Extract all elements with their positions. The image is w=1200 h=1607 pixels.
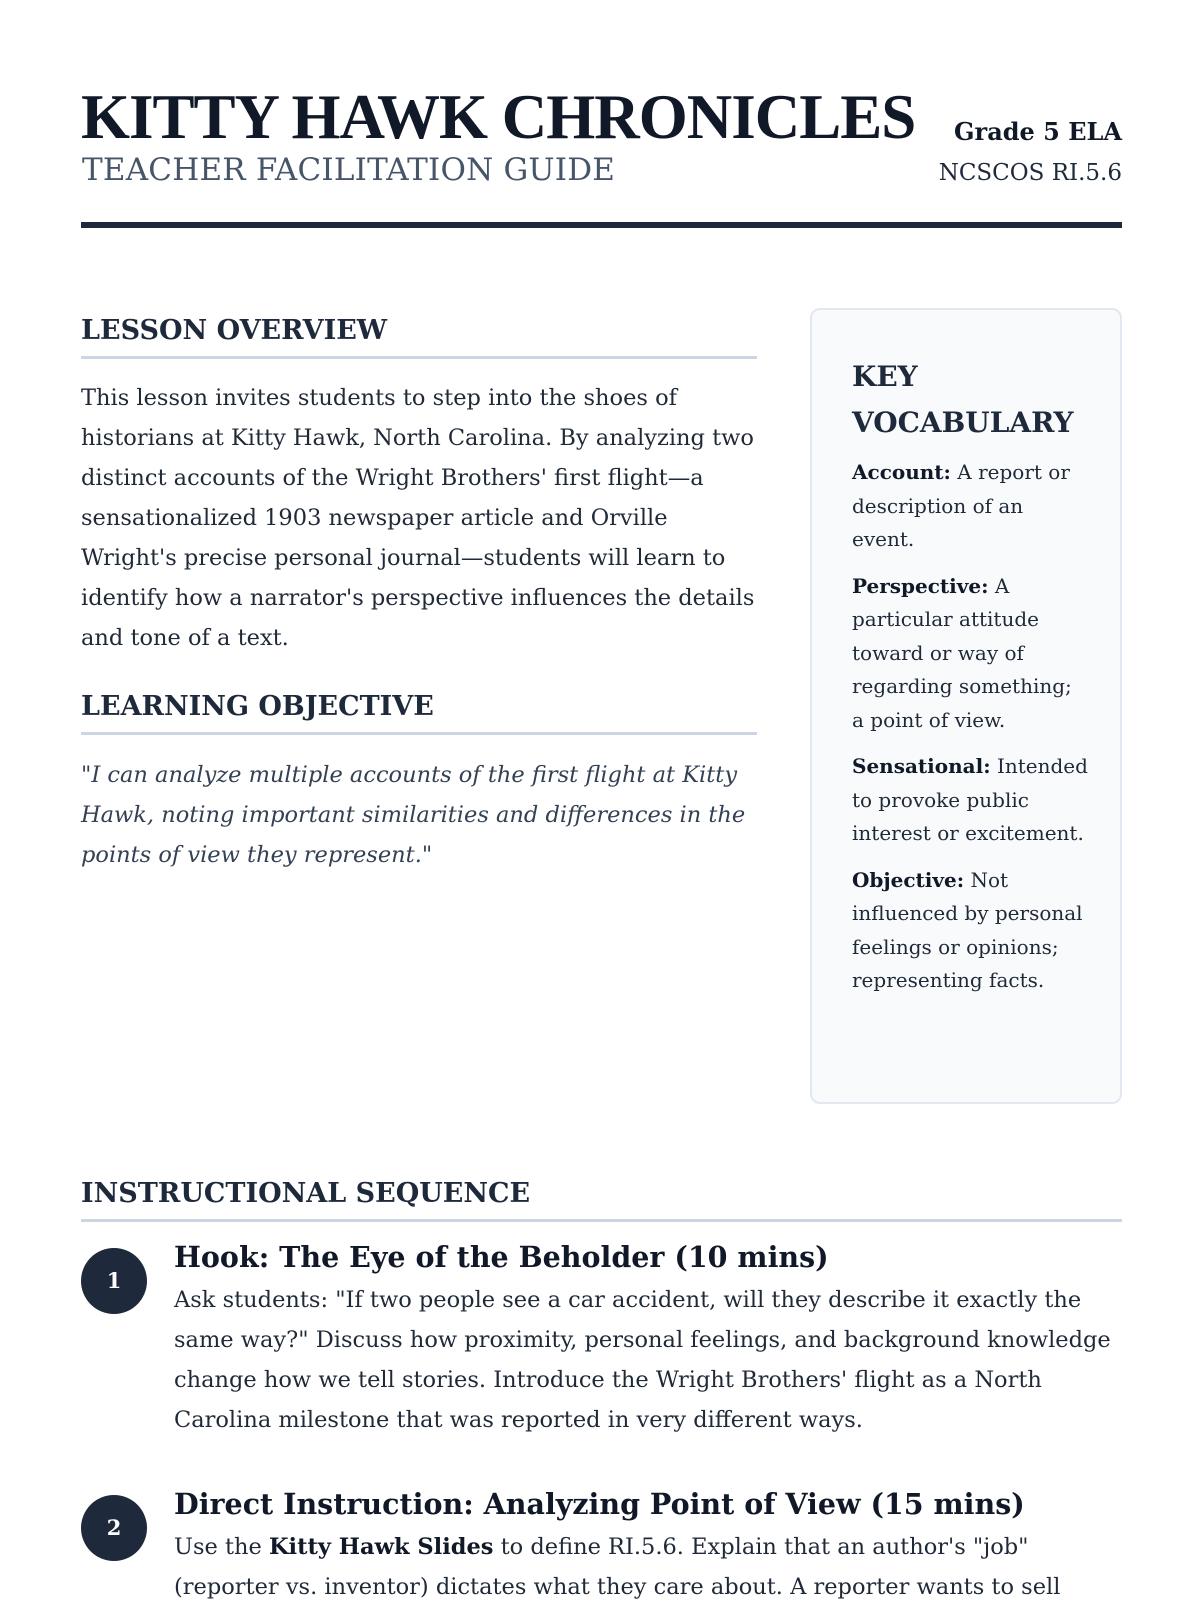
vocab-definition: A particular attitude toward or way of regarding something; a point of view.: [852, 573, 1072, 732]
step-description: [174, 1527, 1122, 1607]
learning-objective-heading: LEARNING OBJECTIVE: [81, 689, 757, 735]
step-number-badge: 1: [81, 1248, 147, 1314]
step-text: to define RI.5.6. Explain that an author's "job" (reporter vs. inventor) dictates what they care about. A reporter wants to sell: [174, 1534, 1061, 1600]
vocab-item-objective: [852, 864, 1088, 998]
step-number-badge: 2: [81, 1495, 147, 1561]
learning-objective-quote: "I can analyze multiple accounts of the first flight at Kitty Hawk, noting important similarities and differences in the points of view they represent.": [81, 762, 746, 868]
grade-label: Grade 5 ELA: [954, 117, 1122, 146]
key-vocabulary-heading: KEY VOCABULARY: [852, 360, 1074, 439]
vocab-term: Account:: [852, 460, 951, 484]
document-title: KITTY HAWK CHRONICLES: [81, 82, 916, 152]
step-title: Direct Instruction: Analyzing Point of View (15 mins): [174, 1487, 1025, 1521]
kitty-hawk-slides-reference: Kitty Hawk Slides: [268, 1534, 494, 1560]
lesson-overview-heading: LESSON OVERVIEW: [81, 313, 757, 359]
vocab-item-sensational: [852, 750, 1088, 851]
vocab-definition: Not influenced by personal feelings or opinions; representing facts.: [852, 867, 1083, 992]
document-header: [81, 82, 1122, 228]
vocab-definition: Intended to provoke public interest or excitement.: [852, 754, 1088, 845]
vocab-item-perspective: [852, 570, 1088, 738]
instructional-sequence-heading: INSTRUCTIONAL SEQUENCE: [81, 1176, 1122, 1222]
step-title: Hook: The Eye of the Beholder (10 mins): [174, 1240, 829, 1274]
vocab-term: Perspective:: [852, 573, 989, 598]
step-text: Use the: [174, 1534, 269, 1560]
vocab-term: Sensational:: [852, 754, 991, 778]
vocabulary-list: [852, 456, 1088, 1011]
step-description: Ask students: "If two people see a car accident, will they describe it exactly the same way?" Discuss how proximity, personal feelings, and background knowledge change how we tell stories. Introduce the Wright Brothers' flight as a North Carolina milestone that was reported in very different ways.: [174, 1287, 1111, 1433]
standard-code: NCSCOS RI.5.6: [938, 160, 1122, 186]
document-subtitle: TEACHER FACILITATION GUIDE: [82, 152, 616, 188]
vocab-definition: A report or description of an event.: [852, 460, 1070, 551]
lesson-overview-text: This lesson invites students to step into the shoes of historians at Kitty Hawk, North Carolina. By analyzing two distinct accounts of the Wright Brothers' first flight—a sensationalized 1903 newspaper article and Orville Wright's precise personal journal—students will learn to identify how a narrator's perspective influences the details and tone of a text.: [81, 385, 755, 651]
key-vocabulary-box: [810, 308, 1122, 1104]
vocab-item-account: [852, 456, 1088, 557]
vocab-term: Objective:: [852, 867, 965, 892]
